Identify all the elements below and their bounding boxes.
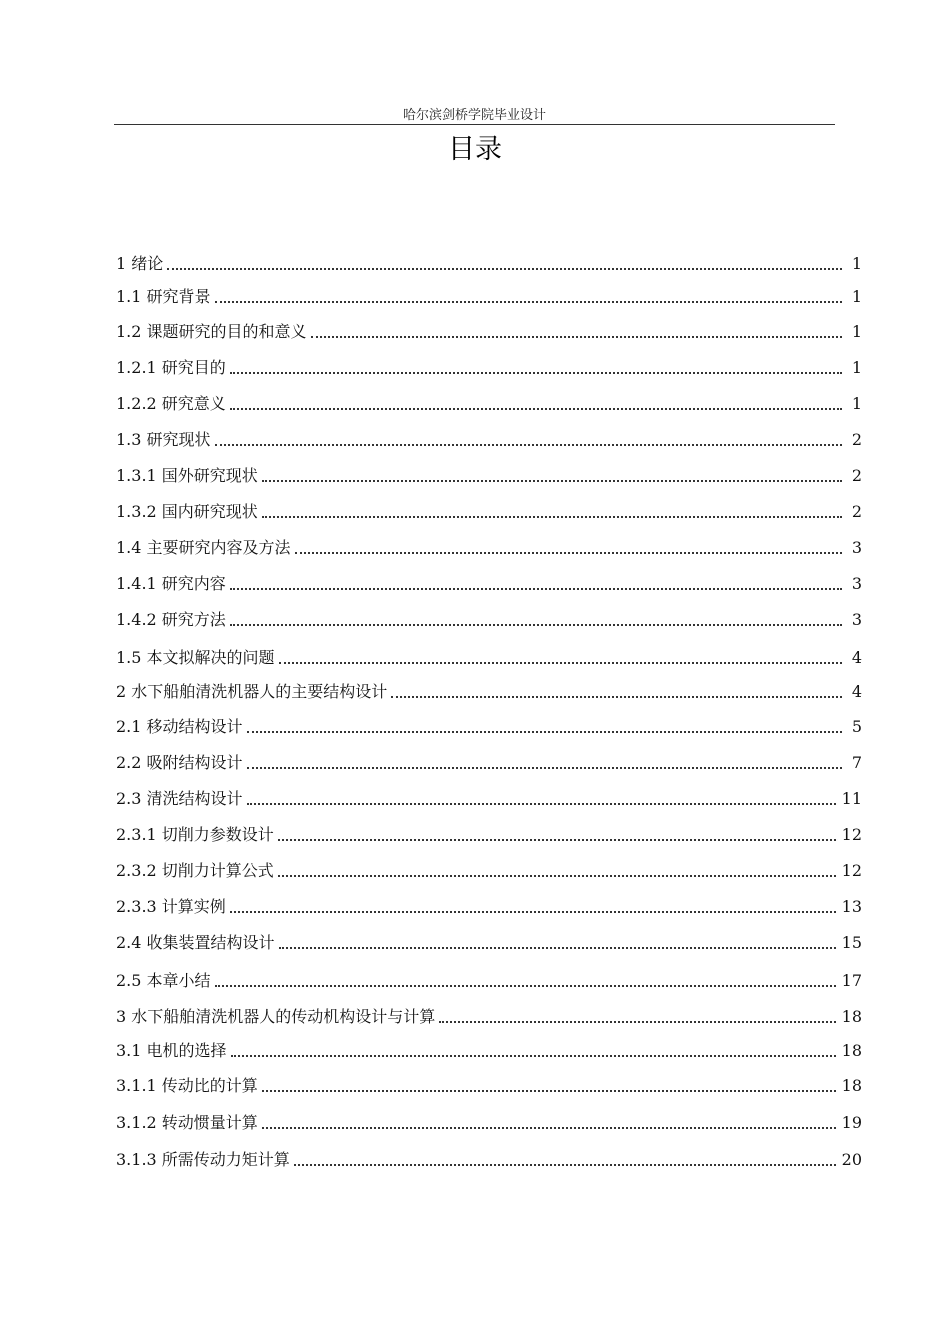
toc-dot-leader: [230, 408, 842, 410]
toc-dot-leader: [230, 588, 842, 590]
toc-entry: [116, 498, 862, 522]
toc-dot-leader: [247, 767, 842, 769]
toc-entry-page: 11: [841, 789, 862, 808]
toc-dot-leader: [215, 444, 842, 446]
toc-entry-title: 3.1.3 所需传动力矩计算: [116, 1150, 290, 1169]
toc-dot-leader: [279, 662, 842, 664]
toc-entry-page: 20: [841, 1150, 862, 1169]
toc-dot-leader: [279, 947, 836, 949]
toc-entry-page: 7: [851, 753, 862, 772]
toc-entry: [116, 250, 862, 274]
toc-dot-leader: [262, 1127, 836, 1129]
page-header: 哈尔滨剑桥学院毕业设计: [402, 108, 546, 123]
toc-entry-title: 2.3.1 切削力参数设计: [116, 825, 274, 844]
toc-entry: [116, 821, 862, 845]
toc-entry-title: 1.2.2 研究意义: [116, 394, 226, 413]
toc-dot-leader: [311, 336, 842, 338]
toc-entry: [116, 318, 862, 342]
toc-dot-leader: [391, 696, 842, 698]
toc-entry-page: 17: [841, 971, 862, 990]
toc-entry-title: 3.1.1 传动比的计算: [116, 1076, 258, 1095]
toc-entry: [116, 283, 862, 307]
toc-entry-page: 19: [841, 1113, 862, 1132]
header-rule: [114, 124, 835, 125]
toc-entry: [116, 749, 862, 773]
toc-entry: [116, 462, 862, 486]
toc-entry-page: 4: [851, 648, 862, 667]
toc-dot-leader: [215, 301, 842, 303]
toc-entry: [116, 390, 862, 414]
toc-entry: [116, 1072, 862, 1096]
toc-entry-title: 1.4.1 研究内容: [116, 574, 226, 593]
toc-entry: [116, 893, 862, 917]
toc-dot-leader: [215, 985, 836, 987]
toc-entry: [116, 967, 862, 991]
toc-entry-page: 1: [851, 394, 862, 413]
toc-entry: [116, 570, 862, 594]
toc-entry-title: 2.5 本章小结: [116, 971, 211, 990]
toc-entry-title: 1.5 本文拟解决的问题: [116, 648, 275, 667]
toc-entry-title: 3 水下船舶清洗机器人的传动机构设计与计算: [116, 1007, 436, 1026]
toc-entry-title: 1.3 研究现状: [116, 430, 211, 449]
toc-entry: [116, 929, 862, 953]
toc-entry-page: 4: [851, 682, 862, 701]
toc-entry-page: 1: [851, 322, 862, 341]
toc-entry-title: 3.1.2 转动惯量计算: [116, 1113, 258, 1132]
toc-entry: [116, 644, 862, 668]
toc-entry-title: 1.3.1 国外研究现状: [116, 466, 258, 485]
toc-entry: [116, 1003, 862, 1027]
toc-entry: [116, 1146, 862, 1170]
toc-entry-page: 2: [851, 466, 862, 485]
toc-entry-page: 13: [841, 897, 862, 916]
toc-dot-leader: [167, 268, 842, 270]
toc-entry-title: 2.1 移动结构设计: [116, 717, 243, 736]
toc-dot-leader: [278, 839, 836, 841]
toc-dot-leader: [230, 911, 836, 913]
toc-dot-leader: [262, 480, 842, 482]
toc-entry-title: 1.2.1 研究目的: [116, 358, 226, 377]
toc-entry: [116, 426, 862, 450]
toc-entry-page: 18: [841, 1007, 862, 1026]
toc-dot-leader: [439, 1021, 835, 1023]
toc-entry-title: 1.1 研究背景: [116, 287, 211, 306]
toc-entry: [116, 534, 862, 558]
toc-entry: [116, 857, 862, 881]
toc-entry-page: 1: [851, 358, 862, 377]
toc-entry-page: 2: [851, 502, 862, 521]
toc-dot-leader: [230, 624, 842, 626]
toc-entry: [116, 1109, 862, 1133]
toc-entry-page: 2: [851, 430, 862, 449]
toc-entry: [116, 785, 862, 809]
toc-dot-leader: [247, 803, 836, 805]
toc-entry-page: 18: [841, 1076, 862, 1095]
toc-entry: [116, 678, 862, 702]
toc-entry-title: 3.1 电机的选择: [116, 1041, 227, 1060]
toc-entry-page: 3: [851, 538, 862, 557]
toc-entry-page: 12: [841, 861, 862, 880]
toc-entry-title: 1.4.2 研究方法: [116, 610, 226, 629]
toc-dot-leader: [262, 516, 842, 518]
toc-dot-leader: [231, 1055, 836, 1057]
toc-entry-page: 1: [851, 287, 862, 306]
toc-entry: [116, 1037, 862, 1061]
toc-entry-title: 2.2 吸附结构设计: [116, 753, 243, 772]
toc-dot-leader: [262, 1090, 836, 1092]
toc-entry-page: 5: [851, 717, 862, 736]
toc-entry-title: 1 绪论: [116, 254, 164, 273]
toc-dot-leader: [230, 372, 842, 374]
toc-dot-leader: [295, 552, 842, 554]
toc-entry-page: 3: [851, 574, 862, 593]
toc-dot-leader: [278, 875, 836, 877]
toc-entry-page: 1: [851, 254, 862, 273]
toc-entry: [116, 713, 862, 737]
toc-entry-page: 15: [841, 933, 862, 952]
toc-entry: [116, 606, 862, 630]
toc-entry: [116, 354, 862, 378]
page-title: 目录: [448, 134, 502, 165]
toc-entry-title: 2.4 收集装置结构设计: [116, 933, 275, 952]
toc-entry-title: 1.3.2 国内研究现状: [116, 502, 258, 521]
toc-dot-leader: [247, 731, 842, 733]
toc-entry-page: 18: [841, 1041, 862, 1060]
toc-entry-title: 1.2 课题研究的目的和意义: [116, 322, 307, 341]
toc-entry-title: 2 水下船舶清洗机器人的主要结构设计: [116, 682, 388, 701]
toc-entry-page: 12: [841, 825, 862, 844]
toc-entry-title: 2.3.3 计算实例: [116, 897, 226, 916]
toc-entry-page: 3: [851, 610, 862, 629]
toc-entry-title: 2.3.2 切削力计算公式: [116, 861, 274, 880]
toc-dot-leader: [294, 1164, 836, 1166]
toc-entry-title: 1.4 主要研究内容及方法: [116, 538, 291, 557]
toc-entry-title: 2.3 清洗结构设计: [116, 789, 243, 808]
